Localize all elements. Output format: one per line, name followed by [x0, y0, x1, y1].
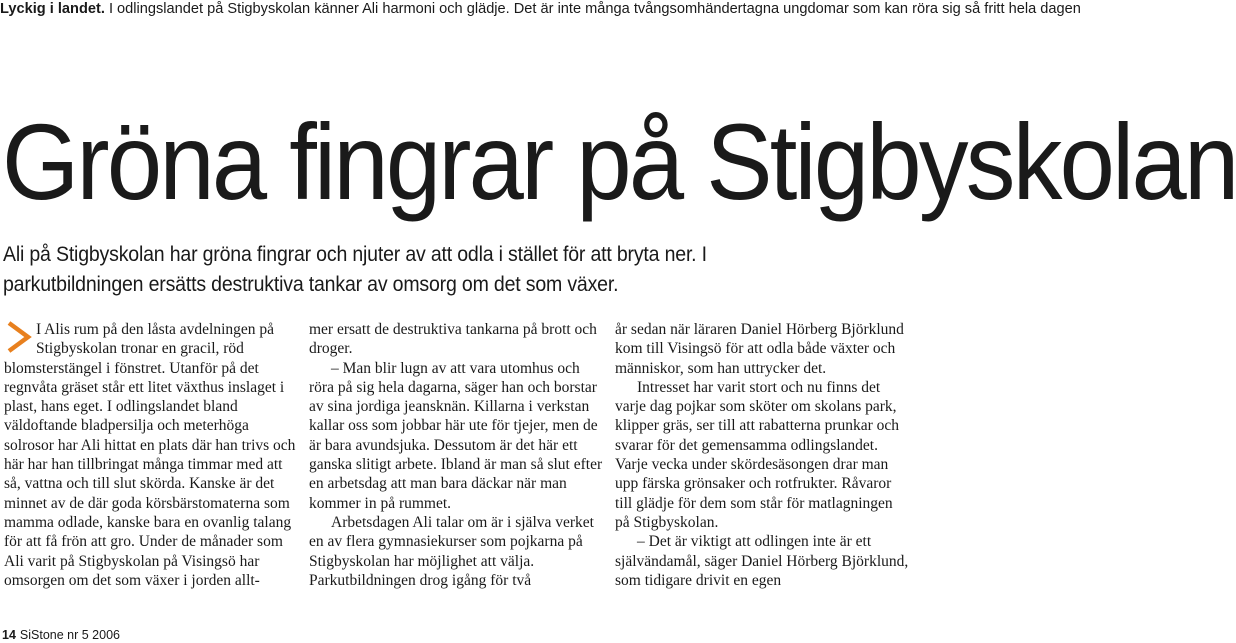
column-paragraph: – Det är viktigt att odlingen inte är ett självändamål, säger Daniel Hörberg Björklund, som tidigare drivit en egen: [615, 533, 909, 589]
page-number: 14: [2, 628, 16, 642]
page-footer: [2, 627, 120, 643]
article-ingress: Ali på Stigbyskolan har gröna fingrar och njuter av att odla i stället för att bryta ner. I parkutbildningen ersätts destruktiva tankar av omsorg om det som växer.: [3, 243, 707, 296]
column-paragraph: år sedan när läraren Daniel Hörberg Björklund kom till Visingsö för att odla både växter och människor, som han uttrycker det.: [615, 321, 904, 377]
publication-name: SiStone nr 5 2006: [19, 628, 120, 642]
article-headline: Gröna fingrar på Stigbyskolan: [2, 101, 1236, 222]
body-column-2: [309, 320, 605, 610]
column-paragraph: Arbetsdagen Ali talar om är i själva verket en av flera gymnasiekurser som pojkarna på Stigbyskolan har möjlighet att välja. Parkutbildningen drog igång för två: [309, 513, 594, 589]
chevron-right-icon: [4, 320, 34, 358]
caption-text: I odlingslandet på Stigbyskolan känner Ali harmoni och glädje. Det är inte många tvångsomhändertagna ungdomar som kan röra sig så fritt hela dagen: [104, 1, 1081, 17]
caption-lead: Lyckig i landet.: [0, 1, 105, 17]
body-column-3: [615, 320, 911, 610]
column-paragraph: Intresset har varit stort och nu finns det varje dag pojkar som sköter om skolans park, klipper gräs, ser till att rabatterna prunkar och svarar för det gemensamma odlingslandet. Varje vecka under skördesäsongen drar man upp färska grönsaker och rotfrukter. Råvaror till glädje för dem som står för matlagningen på Stigbyskolan.: [615, 378, 900, 531]
body-column-1: [4, 320, 300, 610]
column-paragraph: mer ersatt de destruktiva tankarna på brott och droger.: [309, 321, 597, 358]
photo-caption-strap: [0, 0, 1081, 21]
column-paragraph: – Man blir lugn av att vara utomhus och röra på sig hela dagarna, säger han och borstar av sina jordiga jeansknän. Killarna i verkstan kallar oss som jobbar här ute för tjejer, men de är bara avundsjuka. Dessutom är det här ett ganska slitigt arbete. Ibland är man så slut efter en arbetsdag att man bara däckar när man kommer in på rummet.: [309, 359, 603, 512]
column-paragraph: I Alis rum på den låsta avdelningen på Stigbyskolan tronar en gracil, röd blomsterstängel i fönstret. Utanför på det regnvåta gräset står ett litet växthus inslaget i plast, hans eget. I odlingslandet bland väldoftande bladpersilja och meterhöga solrosor har Ali hittat en plats där han trivs och här har han tillbringat många timmar med att så, vattna och till slut skörda. Kanske är det minnet av de där goda körsbärstomaterna som mamma odlade, kanske bara en ovanlig talang för att få frön att gro. Under de månader som Ali varit på Stigbyskolan på Visingsö har omsorgen om det som växer i jorden allt-: [4, 321, 296, 589]
